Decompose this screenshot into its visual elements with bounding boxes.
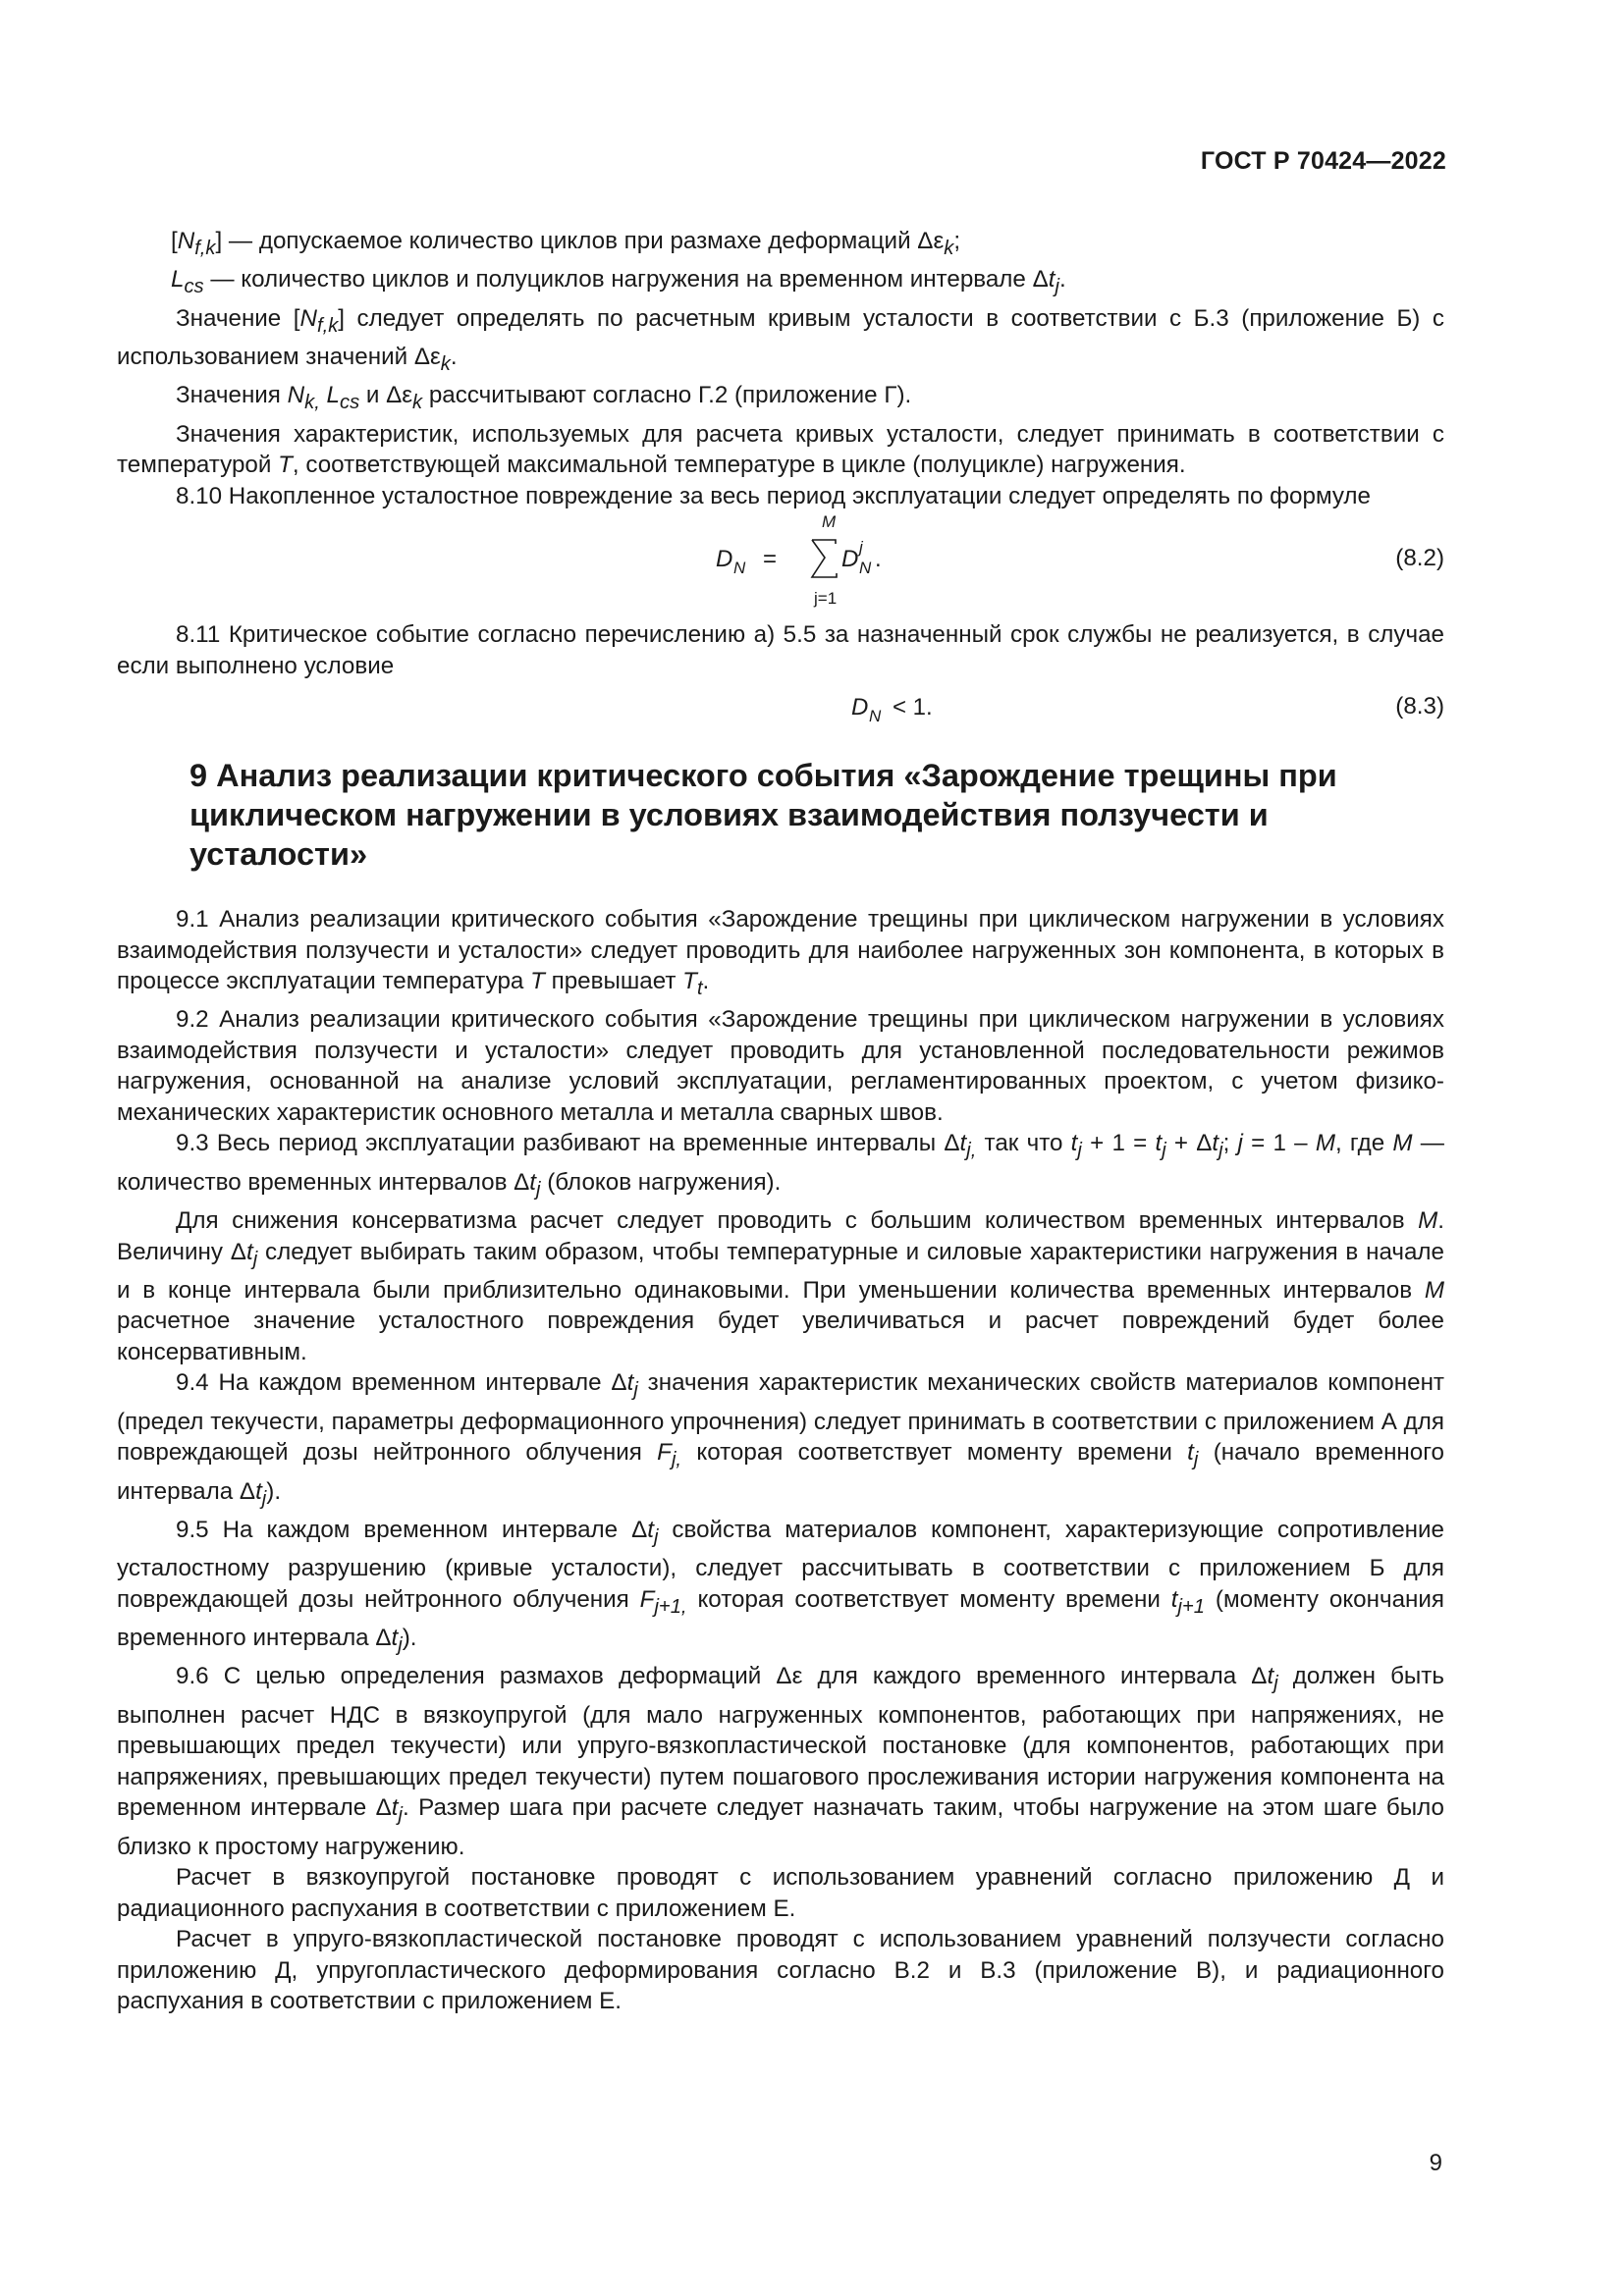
formula-8-2-expression	[706, 513, 961, 610]
sum-upper-limit: M	[822, 513, 837, 532]
formula-period: .	[875, 546, 882, 573]
formula-number-8-3: (8.3)	[1395, 693, 1444, 721]
paragraph: Значение $[N_{f,k}]$ следует определять по расчетным кривым усталости в соответствии с Б.3 (приложение Б) с использованием значений $\Delta\varepsilon_k$.	[117, 304, 1445, 375]
paragraph-9-2: 9.2 Анализ реализации критического события «Зарождение трещины при циклическом нагружении в условиях взаимодействия ползучести и усталости» следует проводить для установленной последовательности режимов нагружения, основанной на анализе условий эксплуатации, регламентированных проектом, с учетом физико-механических характеристик основного металла и металла сварных швов.	[117, 1006, 1444, 1126]
formula-number-8-2: (8.2)	[1395, 545, 1444, 572]
formula-8-2	[117, 513, 1444, 610]
equals-sign: =	[763, 546, 778, 573]
paragraph-9-5: 9.5 На каждом временном интервале $\Delta t_j$ свойства материалов компонент, характеризующие сопротивление усталостному разрушению (кривые усталости), следует рассчитывать в соответствии с приложением Б для повреждающей дозы нейтронного облучения $F_{j+1,}$ которая соответствует моменту времени $t_{j+1}$ (моменту окончания временного интервала $\Delta t_j$).	[117, 1516, 1445, 1656]
page-number: 9	[1429, 2150, 1442, 2176]
lhs-symbol: D	[716, 546, 733, 573]
page-content	[117, 226, 1444, 2017]
paragraph-9-3: 9.3 Весь период эксплуатации разбивают на временные интервалы $\Delta t_{j,}$ так что $t_j + 1 = t_j + \Delta t_j$; j = 1 – M, где M — количество временных интервалов $\Delta t_j$ (блоков нагружения).	[117, 1130, 1444, 1201]
paragraph-9-4: 9.4 На каждом временном интервале $\Delta t_j$ значения характеристик механических свойств материалов компонент (предел текучести, параметры деформационного упрочнения) следует принимать в соответствии с приложением А для повреждающей дозы нейтронного облучения $F_{j,}$ которая соответствует моменту времени $t_j$ (начало временного интервала $\Delta t_j$).	[117, 1369, 1445, 1510]
section-9-title: 9 Анализ реализации критического события «Зарождение трещины при циклическом нагружении в условиях взаимодействия ползучести и усталости»	[189, 758, 1337, 873]
term-symbol: D	[841, 546, 859, 573]
lhs-subscript: N	[733, 559, 746, 578]
lhs-symbol: D	[851, 694, 869, 721]
document-header: ГОСТ Р 70424—2022	[1200, 147, 1446, 175]
formula-8-3	[117, 683, 1444, 726]
paragraph-9-6: 9.6 С целью определения размахов деформаций Δε для каждого временного интервала $\Delta t_j$ должен быть выполнен расчет НДС в вязкоупругой (для мало нагруженных компонентов, работающих при напряжениях, не превышающих предел текучести) или упруго-вязкопластической постановке (для компонентов, работающих при напряжениях, превышающих предел текучести) путем пошагового прослеживания истории нагружения компонента на временном интервале $\Delta t_j$. Размер шага при расчете следует назначать таким, чтобы нагружение на этом шаге было близко к простому нагружению.	[117, 1663, 1444, 1860]
paragraph: Значения $N_{k,}$ $L_{cs}$ и $\Delta\varepsilon_k$ рассчитывают согласно Г.2 (приложение Г).	[176, 382, 912, 414]
term-superscript: j	[859, 538, 863, 558]
paragraph: Значения характеристик, используемых для расчета кривых усталости, следует принимать в соответствии с температурой T, соответствующей максимальной температуре в цикле (полуцикле) нагружения.	[117, 420, 1444, 479]
paragraph: Расчет в упруго-вязкопластической постановке проводят с использованием уравнений ползучести согласно приложению Д, упругопластического деформирования согласно В.2 и В.3 (приложение В), и радиационного распухания в соответствии с приложением Е.	[117, 1926, 1444, 2015]
paragraph: Для снижения консерватизма расчет следует проводить с большим количеством временных интервалов M. Величину $\Delta t_j$ следует выбирать таким образом, чтобы температурные и силовые характеристики нагружения в начале и в конце интервала были приблизительно одинаковыми. При уменьшении количества временных интервалов M расчетное значение усталостного повреждения будет увеличиваться и расчет повреждений будет более консервативным.	[117, 1207, 1444, 1365]
formula-8-3-expression	[706, 691, 961, 726]
lhs-subscript: N	[869, 707, 882, 726]
paragraph-8-10: 8.10 Накопленное усталостное повреждение за весь период эксплуатации следует определять по формуле	[176, 482, 1371, 509]
paragraph-9-1: 9.1 Анализ реализации критического события «Зарождение трещины при циклическом нагружении в условиях взаимодействия ползучести и усталости» следует проводить для наиболее нагруженных зон компонента, в которых в процессе эксплуатации температура T превышает $T_t$.	[117, 906, 1444, 999]
sum-lower-limit: j=1	[814, 589, 838, 609]
condition-rhs: < 1.	[893, 694, 933, 721]
paragraph-8-11: 8.11 Критическое событие согласно перечислению а) 5.5 за назначенный срок службы не реализуется, в случае если выполнено условие	[117, 621, 1444, 679]
term-subscript: N	[859, 559, 872, 578]
summation-sign-icon	[812, 540, 837, 577]
definition-lcs: $L_{cs}$ — количество циклов и полуциклов нагружения на временном интервале $\Delta t_j$.	[171, 266, 1066, 298]
definition-nfk: $[N_{f,k}]$ — допускаемое количество циклов при размахе деформаций $\Delta\varepsilon_k$;	[171, 228, 961, 259]
paragraph: Расчет в вязкоупругой постановке проводят с использованием уравнений согласно приложению Д и радиационного распухания в соответствии с приложением Е.	[117, 1864, 1444, 1922]
